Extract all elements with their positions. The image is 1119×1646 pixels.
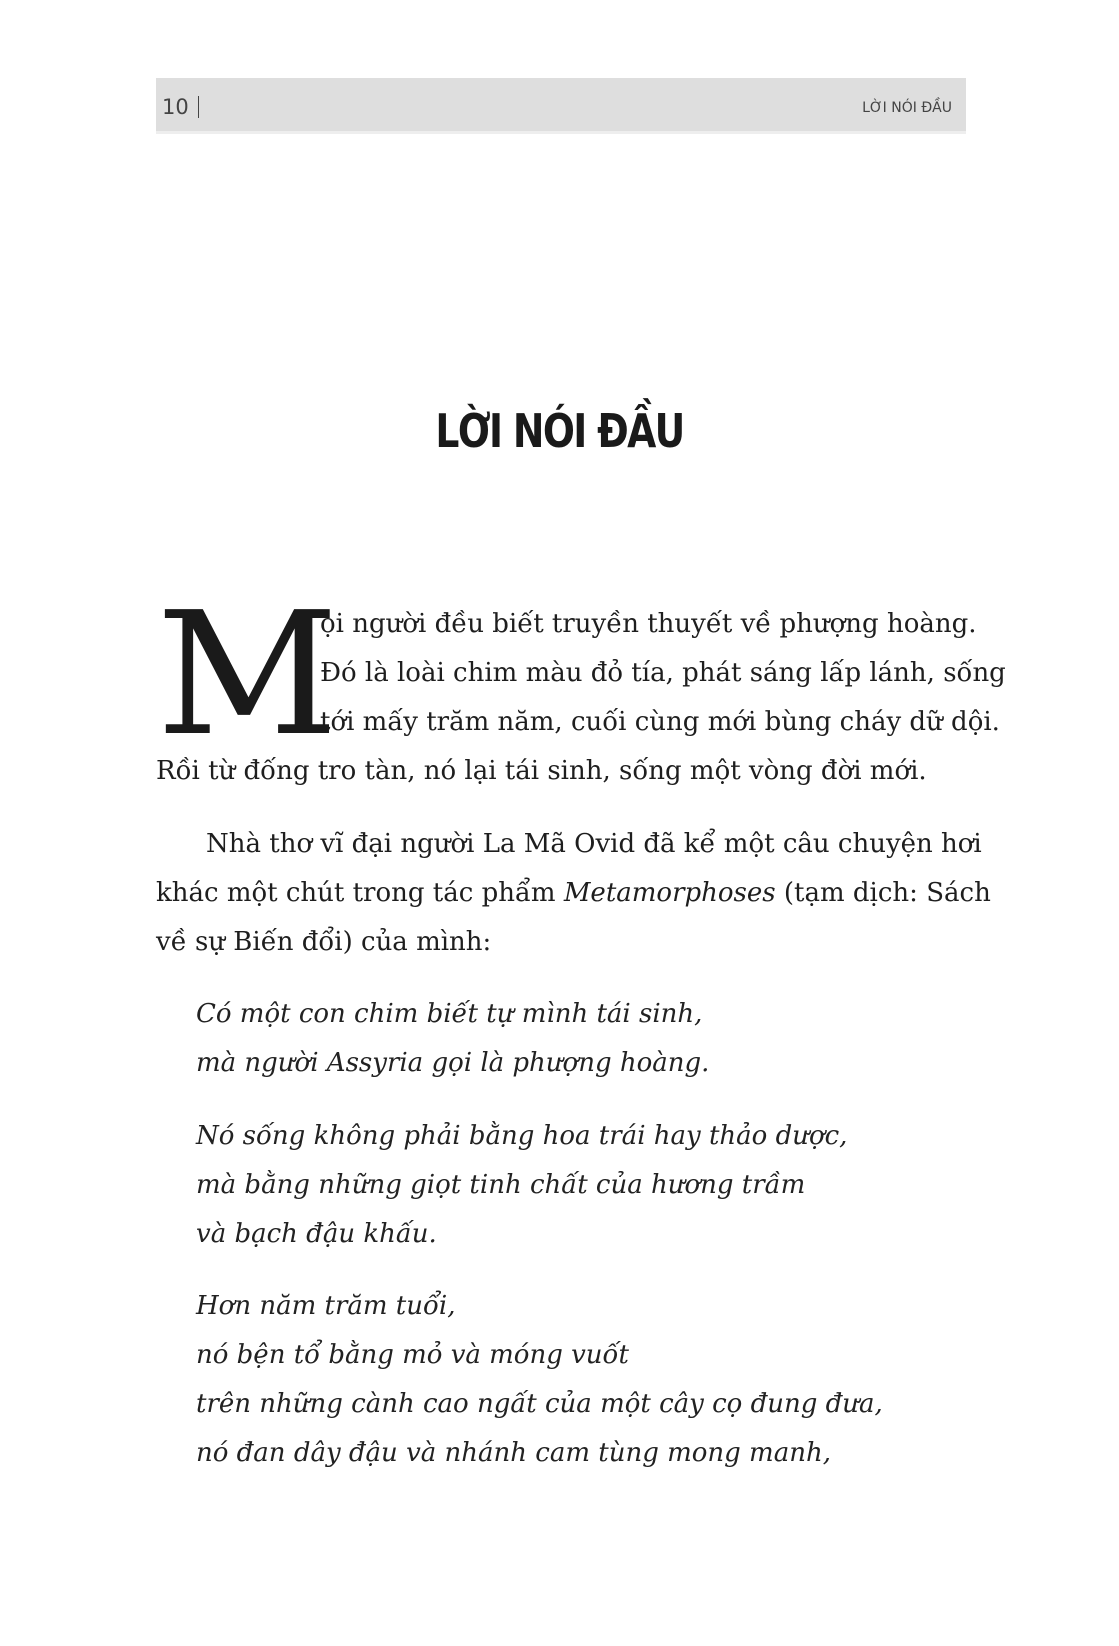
paragraph-line: Rồi từ đống tro tàn, nó lại tái sinh, sống một vòng đời mới. [156, 756, 927, 786]
running-header [156, 78, 966, 134]
opening-paragraph [156, 576, 1006, 796]
chapter-title: LỜI NÓI ĐẦU [435, 404, 684, 458]
header-divider [198, 96, 199, 118]
drop-cap: M [156, 576, 339, 774]
verse-line: và bạch đậu khấu. [196, 1219, 437, 1249]
verse-line: trên những cành cao ngất của một cây cọ đung đưa, [196, 1389, 883, 1419]
paragraph-line: Đó là loài chim màu đỏ tía, phát sáng lấp lánh, sống [320, 658, 1006, 688]
page-number: 10 [162, 95, 189, 119]
paragraph-line: về sự Biến đổi) của mình: [156, 927, 492, 957]
verse-line: nó bện tổ bằng mỏ và móng vuốt [196, 1340, 629, 1370]
verse-stanza [196, 1282, 966, 1478]
verse-line: mà người Assyria gọi là phượng hoàng. [196, 1048, 710, 1078]
verse-line: Nó sống không phải bằng hoa trái hay thảo dược, [196, 1121, 848, 1151]
second-paragraph [156, 820, 991, 967]
paragraph-line: Nhà thơ vĩ đại người La Mã Ovid đã kể một câu chuyện hơi [206, 829, 982, 859]
verse-line: nó đan dây đậu và nhánh cam tùng mong manh, [196, 1438, 831, 1468]
verse-line: Có một con chim biết tự mình tái sinh, [196, 999, 703, 1029]
paragraph-line: ọi người đều biết truyền thuyết về phượng hoàng. [320, 609, 977, 639]
text-segment: (tạm dịch: Sách [775, 878, 991, 908]
verse-line: Hơn năm trăm tuổi, [196, 1291, 456, 1321]
paragraph-line: tới mấy trăm năm, cuối cùng mới bùng cháy dữ dội. [320, 707, 1000, 737]
verse-stanza [196, 1112, 966, 1259]
verse-line: mà bằng những giọt tinh chất của hương trầm [196, 1170, 806, 1200]
running-title: LỜI NÓI ĐẦU [862, 100, 952, 116]
text-segment: khác một chút trong tác phẩm [156, 878, 564, 908]
verse-stanza [196, 990, 966, 1088]
paragraph-line [156, 869, 991, 918]
book-title-italic: Metamorphoses [563, 878, 776, 908]
